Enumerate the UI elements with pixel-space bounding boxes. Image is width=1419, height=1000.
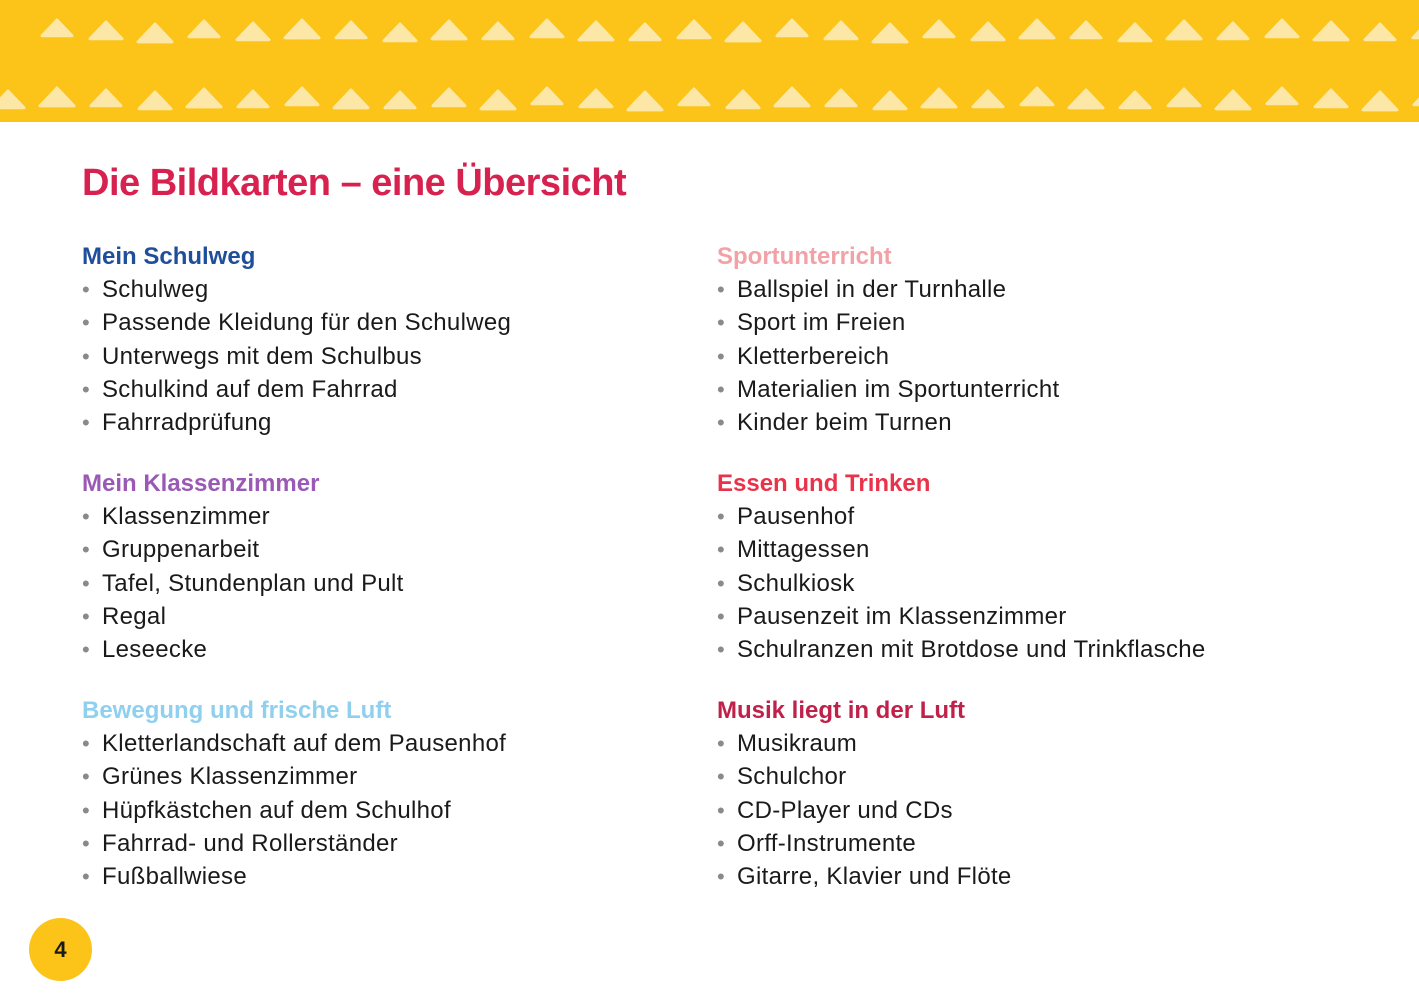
list-item bbox=[82, 600, 404, 633]
bullet-icon: • bbox=[82, 277, 91, 302]
list-item-label: Kletterbereich bbox=[737, 342, 890, 370]
list-item-label: Musikraum bbox=[737, 730, 858, 757]
triangle-shape bbox=[531, 20, 563, 37]
list-item-label: Unterwegs mit dem Schulbus bbox=[102, 342, 422, 370]
triangle-shape bbox=[1120, 92, 1150, 108]
list-item bbox=[717, 727, 1012, 760]
list-item bbox=[717, 760, 1012, 793]
list-item-label: Materialien im Sportunterricht bbox=[737, 375, 1060, 403]
triangle-shape bbox=[0, 91, 24, 108]
section-mein-schulweg bbox=[82, 240, 511, 439]
list-item-label: Kletterlandschaft auf dem Pausenhof bbox=[102, 730, 507, 757]
list-item bbox=[82, 406, 511, 439]
list-item-label: Sport im Freien bbox=[737, 309, 906, 337]
triangle-shape bbox=[678, 21, 710, 38]
triangle-shape bbox=[285, 20, 319, 38]
triangle-shape bbox=[874, 92, 906, 109]
list-item-label: Grünes Klassenzimmer bbox=[102, 763, 358, 791]
section-heading: Essen und Trinken bbox=[717, 470, 931, 497]
triangle-shape bbox=[40, 88, 74, 106]
list-item-label: Schulkind auf dem Fahrrad bbox=[102, 375, 398, 403]
triangle-shape bbox=[775, 88, 809, 106]
list-item bbox=[82, 306, 511, 339]
triangle-shape bbox=[237, 23, 269, 40]
list-item bbox=[82, 340, 511, 373]
bullet-icon: • bbox=[717, 343, 726, 369]
triangle-pattern bbox=[0, 0, 1419, 122]
list-item-label: Schulkiosk bbox=[737, 569, 855, 597]
triangle-shape bbox=[580, 90, 612, 107]
triangle-shape bbox=[777, 20, 807, 36]
section-bewegung-und-frische-luft bbox=[82, 694, 506, 893]
list-item bbox=[717, 373, 1059, 406]
list-item bbox=[82, 794, 506, 827]
list-item bbox=[717, 533, 1206, 566]
list-item bbox=[82, 533, 404, 566]
bullet-icon: • bbox=[82, 537, 91, 563]
list-item bbox=[82, 500, 404, 533]
list-item bbox=[717, 340, 1059, 373]
list-item-label: Schulranzen mit Brotdose und Trinkflasche bbox=[737, 636, 1206, 664]
section-mein-klassenzimmer bbox=[82, 467, 404, 666]
list-item-label: Tafel, Stundenplan und Pult bbox=[102, 569, 404, 597]
list-item bbox=[717, 500, 1206, 533]
bullet-icon: • bbox=[717, 797, 726, 823]
bullet-icon: • bbox=[717, 731, 726, 756]
triangle-shape bbox=[481, 91, 515, 109]
list-item-label: Fußballwiese bbox=[102, 863, 247, 891]
triangle-shape bbox=[922, 89, 956, 107]
triangle-shape bbox=[42, 20, 72, 36]
list-item-label: Schulchor bbox=[737, 763, 847, 791]
list-item bbox=[717, 827, 1012, 860]
triangle-shape bbox=[1315, 90, 1347, 107]
list-item-label: Pausenhof bbox=[737, 503, 855, 530]
triangle-shape bbox=[579, 22, 613, 40]
section-heading: Bewegung und frische Luft bbox=[82, 697, 392, 724]
triangle-shape bbox=[1365, 24, 1395, 40]
triangle-shape bbox=[483, 23, 513, 39]
triangle-shape bbox=[1071, 22, 1101, 38]
bullet-icon: • bbox=[717, 830, 726, 856]
list-item bbox=[717, 633, 1206, 666]
bullet-icon: • bbox=[82, 310, 91, 336]
list-item bbox=[82, 760, 506, 793]
list-item-label: Pausenzeit im Klassenzimmer bbox=[737, 602, 1067, 630]
triangle-shape bbox=[433, 89, 465, 106]
triangle-shape bbox=[628, 92, 662, 110]
triangle-shape bbox=[1218, 23, 1248, 39]
triangle-shape bbox=[727, 91, 759, 108]
triangle-shape bbox=[187, 89, 221, 107]
list-item-label: Gruppenarbeit bbox=[102, 536, 260, 564]
triangle-shape bbox=[1266, 20, 1298, 37]
list-item-label: Passende Kleidung für den Schulweg bbox=[102, 309, 512, 337]
triangle-shape bbox=[139, 92, 171, 109]
triangle-shape bbox=[238, 91, 268, 107]
list-item-label: Fahrradprüfung bbox=[102, 409, 272, 437]
list-item-label: Schulweg bbox=[102, 276, 209, 303]
list-item-label: Orff-Instrumente bbox=[737, 829, 917, 857]
bullet-icon: • bbox=[82, 343, 91, 369]
section-heading: Musik liegt in der Luft bbox=[717, 697, 966, 724]
bullet-icon: • bbox=[82, 830, 91, 856]
triangle-shape bbox=[972, 23, 1004, 40]
list-item-label: Kinder beim Turnen bbox=[737, 409, 952, 437]
bullet-icon: • bbox=[82, 570, 91, 596]
list-item bbox=[82, 827, 506, 860]
list-item bbox=[82, 373, 511, 406]
page-number-badge bbox=[29, 918, 92, 981]
list-item-label: Mittagessen bbox=[737, 536, 870, 564]
triangle-shape bbox=[1314, 22, 1348, 40]
triangle-shape bbox=[138, 24, 172, 42]
page-title: Die Bildkarten – eine Übersicht bbox=[82, 162, 627, 204]
triangle-shape bbox=[873, 24, 907, 42]
bullet-icon: • bbox=[82, 376, 91, 402]
triangle-shape bbox=[1413, 21, 1419, 38]
bullet-icon: • bbox=[82, 864, 91, 890]
triangle-shape bbox=[286, 88, 318, 105]
list-item-label: Fahrrad- und Rollerständer bbox=[102, 829, 398, 857]
section-heading: Mein Schulweg bbox=[82, 243, 256, 270]
bullet-icon: • bbox=[717, 277, 726, 302]
bullet-icon: • bbox=[82, 797, 91, 823]
triangle-shape bbox=[924, 21, 954, 37]
list-item bbox=[82, 567, 404, 600]
list-item bbox=[717, 567, 1206, 600]
bullet-icon: • bbox=[717, 310, 726, 336]
list-item-label: Gitarre, Klavier und Flöte bbox=[737, 863, 1012, 891]
bullet-icon: • bbox=[717, 376, 726, 402]
list-item bbox=[717, 794, 1012, 827]
list-item-label: Regal bbox=[102, 602, 167, 630]
bullet-icon: • bbox=[82, 731, 91, 756]
section-essen-und-trinken bbox=[717, 467, 1206, 666]
section-sportunterricht bbox=[717, 240, 1059, 439]
bullet-icon: • bbox=[82, 764, 91, 790]
triangle-shape bbox=[1021, 88, 1053, 105]
header-banner bbox=[0, 0, 1419, 122]
bullet-icon: • bbox=[82, 603, 91, 629]
bullet-icon: • bbox=[717, 764, 726, 790]
triangle-shape bbox=[1363, 92, 1397, 110]
triangle-shape bbox=[1020, 20, 1054, 38]
bullet-icon: • bbox=[717, 410, 726, 436]
triangle-shape bbox=[334, 90, 368, 108]
triangle-shape bbox=[384, 24, 416, 41]
list-item-label: Hüpfkästchen auf dem Schulhof bbox=[102, 796, 451, 824]
triangle-shape bbox=[726, 23, 760, 41]
triangle-shape bbox=[336, 22, 366, 38]
list-item-label: Ballspiel in der Turnhalle bbox=[737, 276, 1007, 303]
triangle-shape bbox=[1119, 24, 1151, 41]
list-item bbox=[717, 860, 1012, 893]
section-heading: Sportunterricht bbox=[717, 243, 892, 270]
triangle-shape bbox=[432, 21, 466, 39]
list-item bbox=[82, 860, 506, 893]
list-item-label: CD-Player und CDs bbox=[737, 796, 953, 824]
list-item bbox=[82, 727, 506, 760]
bullet-icon: • bbox=[82, 504, 91, 529]
triangle-shape bbox=[189, 21, 219, 37]
bullet-icon: • bbox=[82, 410, 91, 436]
section-musik-liegt-in-der-luft bbox=[717, 694, 1012, 893]
triangle-shape bbox=[1069, 90, 1103, 108]
bullet-icon: • bbox=[717, 637, 726, 663]
list-item-label: Klassenzimmer bbox=[102, 503, 270, 530]
triangle-shape bbox=[1267, 88, 1297, 104]
triangle-shape bbox=[1414, 89, 1419, 105]
list-item-label: Leseecke bbox=[102, 636, 208, 664]
list-item bbox=[717, 306, 1059, 339]
list-item bbox=[82, 273, 511, 306]
triangle-shape bbox=[679, 89, 709, 105]
triangle-shape bbox=[1168, 89, 1200, 106]
triangle-shape bbox=[1216, 91, 1250, 109]
triangle-shape bbox=[91, 90, 121, 106]
bullet-icon: • bbox=[717, 570, 726, 596]
list-item bbox=[717, 273, 1059, 306]
triangle-shape bbox=[90, 22, 122, 39]
list-item bbox=[717, 600, 1206, 633]
bullet-icon: • bbox=[82, 637, 91, 663]
bullet-icon: • bbox=[717, 603, 726, 629]
triangle-shape bbox=[826, 90, 856, 106]
page-number: 4 bbox=[54, 936, 67, 962]
bullet-icon: • bbox=[717, 537, 726, 563]
list-item bbox=[82, 633, 404, 666]
bullet-icon: • bbox=[717, 864, 726, 890]
triangle-shape bbox=[973, 91, 1003, 107]
triangle-shape bbox=[532, 88, 562, 104]
bullet-icon: • bbox=[717, 504, 726, 529]
triangle-shape bbox=[825, 22, 857, 39]
triangle-shape bbox=[1167, 21, 1201, 39]
triangle-shape bbox=[630, 24, 660, 40]
triangle-shape bbox=[385, 92, 415, 108]
section-heading: Mein Klassenzimmer bbox=[82, 470, 320, 497]
list-item bbox=[717, 406, 1059, 439]
